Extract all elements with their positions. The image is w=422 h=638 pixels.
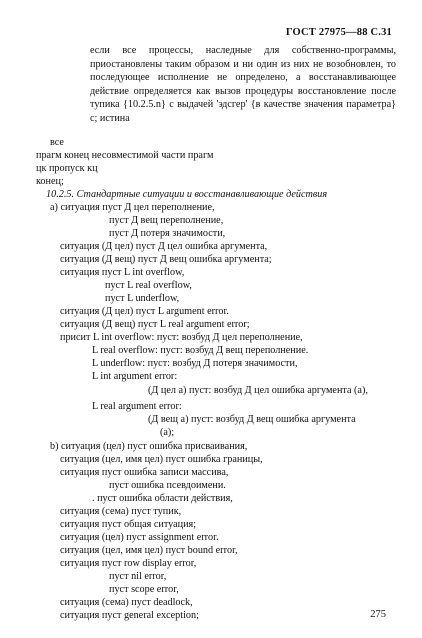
text-line: L underflow: пуст: возбуд Д потеря значимости, xyxy=(92,358,298,369)
text-line: ситуация пуст L int overflow, xyxy=(60,267,185,278)
text-line: ситуация пуст общая ситуация; xyxy=(60,519,197,530)
text-line: ситуация (цел, имя цел) пуст bound error, xyxy=(60,545,238,556)
text-line: пуст L underflow, xyxy=(105,293,180,304)
text-line: пуст Д вещ переполнение, xyxy=(109,215,224,226)
text-line: ситуация (Д цел) пуст L argument error. xyxy=(60,306,229,317)
text-line: b) ситуация (цел) пуст ошибка присваивания, xyxy=(50,441,248,452)
text-line: ситуация (сема) пуст тупик, xyxy=(60,506,182,517)
text-line: все xyxy=(50,137,64,148)
text-line: а) ситуация пуст Д цел переполнение, xyxy=(50,202,215,213)
text-line: ситуация (Д вещ) пуст Д вещ ошибка аргумента; xyxy=(60,254,272,265)
text-line: прагм конец несовместимой части прагм xyxy=(36,150,214,161)
text-line: L real argument error: xyxy=(92,401,182,412)
text-line: ситуация пуст ошибка записи массива, xyxy=(60,467,229,478)
text-line: ситуация (цел, имя цел) пуст ошибка границы, xyxy=(60,454,263,465)
text-line: пуст Д потеря значимости, xyxy=(109,228,226,239)
text-line: ситуация пуст row display error, xyxy=(60,558,197,569)
text-line: (Д вещ а) пуст: возбуд Д вещ ошибка аргумента xyxy=(148,414,356,425)
page-header: ГОСТ 27975—88 С.31 xyxy=(285,27,392,38)
text-line: конец; xyxy=(36,176,64,187)
text-line: пуст scope error, xyxy=(109,584,179,595)
text-line: ситуация (Д вещ) пуст L real argument error; xyxy=(60,319,250,330)
text-line: пуст L real overflow, xyxy=(105,280,192,291)
text-line: пуст nil error, xyxy=(109,571,167,582)
text-line: ситуация (сема) пуст deadlock, xyxy=(60,597,193,608)
text-line: ситуация (цел) пуст assignment error. xyxy=(60,532,219,543)
text-line: пуст ошибка псевдоимени. xyxy=(109,480,226,491)
text-line: L int argument error: xyxy=(92,371,178,382)
text-line: (Д цел а) пуст: возбуд Д цел ошибка аргумента (а), xyxy=(148,385,368,396)
text-line: . пуст ошибка области действия, xyxy=(92,493,233,504)
text-line: L real overflow: пуст: возбуд Д вещ переполнение. xyxy=(92,345,309,356)
page-number: 275 xyxy=(370,609,386,620)
text-line: присит L int overflow: пуст: возбуд Д цел переполнение, xyxy=(60,332,303,343)
section-heading: 10.2.5. Стандартные ситуации и восстанавливающие действия xyxy=(46,189,328,200)
text-line: цк пропуск кц xyxy=(36,163,98,174)
body-paragraph: если все процессы, наследные для собственно-программы, приостановлены таким образом и ни один из них не возобновлен, то последующее исполнение не определено, а восстанавливающее действие определяется как вызов процедуры восстановление после тупика {10.2.5.n} с выдачей 'эдсгер' {в качестве значения параметра} с; истина xyxy=(90,45,396,124)
text-line: ситуация пуст general exception; xyxy=(60,610,199,621)
text-line: (а); xyxy=(160,427,175,438)
text-line: ситуация (Д цел) пуст Д цел ошибка аргумента, xyxy=(60,241,268,252)
